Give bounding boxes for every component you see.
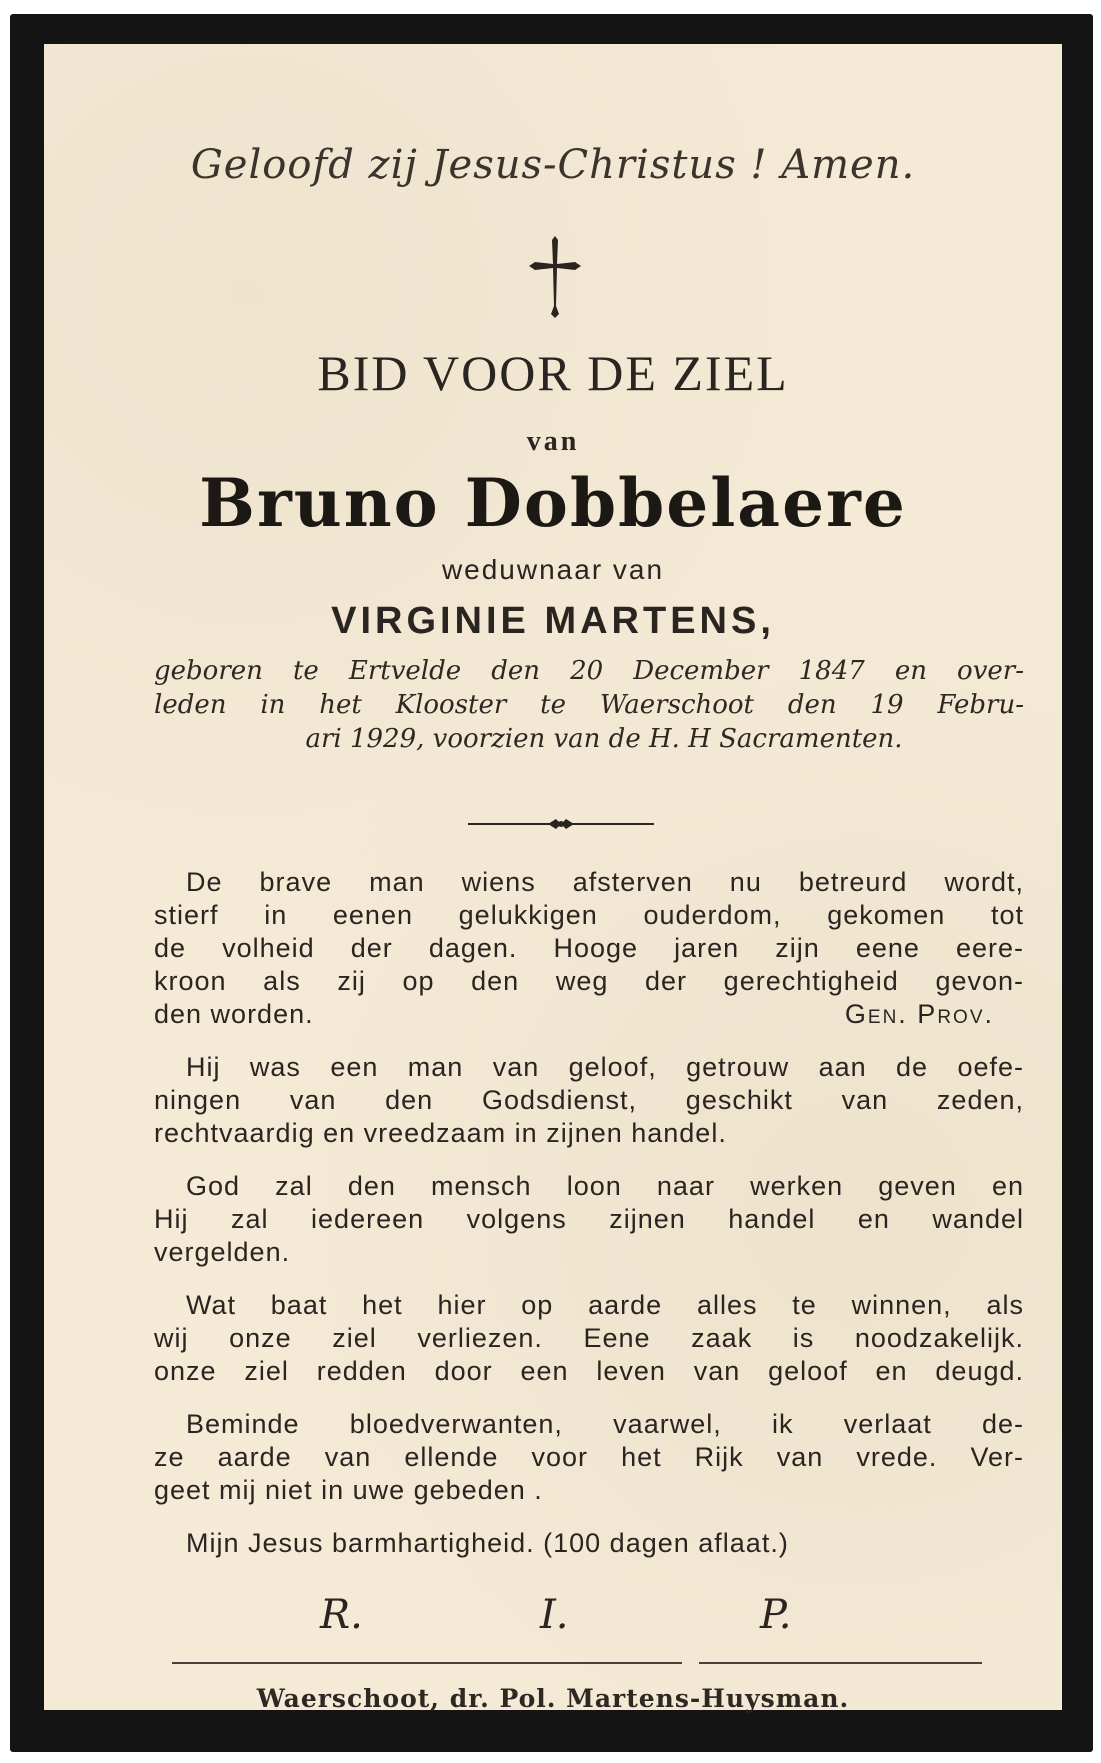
paragraph-line: stierf in eenen gelukkigen ouderdom, gekomen tot <box>154 900 1024 930</box>
body-text <box>154 866 1024 1580</box>
paragraph-line: God zal den mensch loon naar werken geven en <box>186 1171 1024 1201</box>
paragraph-line-end: den worden. <box>154 999 314 1029</box>
footer-rule <box>172 1662 682 1664</box>
rip-letter: I. <box>540 1592 569 1638</box>
paragraph-line: Hij was een man van geloof, getrouw aan de oefe- <box>186 1052 1024 1082</box>
paragraph <box>154 1170 1024 1269</box>
paragraph-line: geet mij niet in uwe gebeden . <box>154 1475 543 1505</box>
paragraph-line: wij onze ziel verliezen. Eene zaak is noodzakelijk. <box>154 1323 1024 1353</box>
life-line: ari 1929, voorzien van de H. H Sacramenten. <box>305 724 903 754</box>
paragraph <box>154 1289 1024 1388</box>
paragraph <box>154 866 1024 1031</box>
indulgence-line: Mijn Jesus barmhartigheid. (100 dagen aflaat.) <box>186 1528 789 1558</box>
memorial-card <box>44 44 1062 1713</box>
rip-letter: R. <box>320 1592 363 1638</box>
life-line: leden in het Klooster te Waerschoot den 19 Febru- <box>154 690 1024 720</box>
rip-letter: P. <box>760 1592 792 1638</box>
paragraph-line: rechtvaardig en vreedzaam in zijnen handel. <box>154 1118 727 1148</box>
paragraph-line: onze ziel redden door een leven van geloof en deugd. <box>154 1356 1024 1386</box>
life-line: geboren te Ertvelde den 20 December 1847 en over- <box>154 656 1024 686</box>
paragraph <box>154 1408 1024 1507</box>
paragraph-line: de volheid der dagen. Hooge jaren zijn eene eere- <box>154 933 1024 963</box>
scripture-source: Gen. Prov. <box>844 999 994 1029</box>
cross-icon <box>527 234 583 318</box>
life-details <box>154 654 1024 756</box>
paragraph-line: ze aarde van ellende voor het Rijk van vrede. Ver- <box>154 1442 1024 1472</box>
paragraph-line <box>154 998 1024 1031</box>
paragraph-line: kroon als zij op den weg der gerechtigheid gevon- <box>154 966 1024 996</box>
deceased-name: Bruno Dobbelaere <box>199 464 907 542</box>
paragraph-line: Wat baat het hier op aarde alles te winnen, als <box>186 1290 1024 1320</box>
spouse-name: VIRGINIE MARTENS, <box>331 600 775 642</box>
paragraph <box>154 1051 1024 1150</box>
printer-credit: Waerschoot, dr. Pol. Martens-Huysman. <box>256 1684 850 1713</box>
paragraph-line: vergelden. <box>154 1237 291 1267</box>
paragraph-line: Hij zal iedereen volgens zijnen handel en wandel <box>154 1204 1024 1234</box>
paragraph-line: ningen van den Godsdienst, geschikt van zeden, <box>154 1085 1024 1115</box>
paragraph <box>154 1527 1024 1560</box>
van-word: van <box>526 426 580 457</box>
memorial-card-border <box>10 14 1093 1752</box>
prayer-heading: BID VOOR DE ZIEL <box>317 345 789 401</box>
paragraph-line: De brave man wiens afsterven nu betreurd wordt, <box>186 867 1024 897</box>
footer-rule <box>699 1662 982 1664</box>
paragraph-line: Beminde bloedverwanten, vaarwel, ik verlaat de- <box>186 1409 1024 1439</box>
relation-text: weduwnaar van <box>441 554 665 585</box>
ornament-divider-icon <box>468 814 654 834</box>
invocation-text: Geloofd zij Jesus-Christus ! Amen. <box>190 142 916 188</box>
